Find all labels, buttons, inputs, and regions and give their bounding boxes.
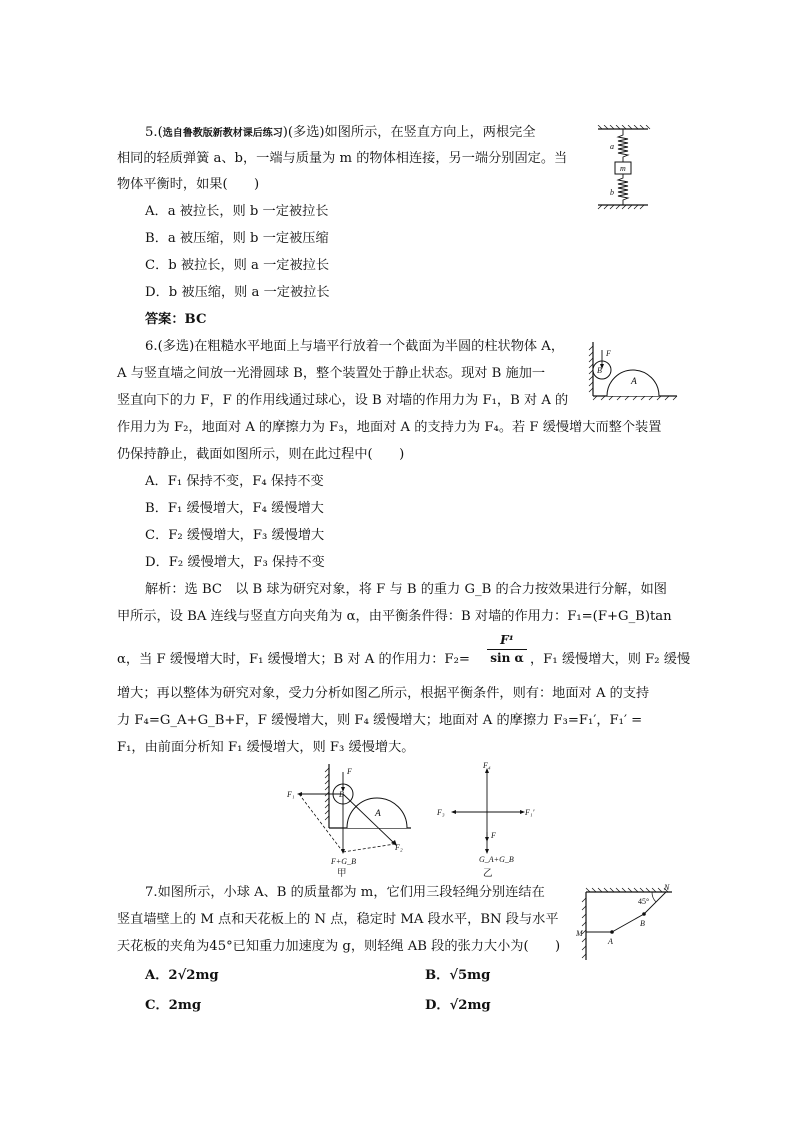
q5-option-b: B．a 被压缩，则 b 一定被压缩: [145, 231, 329, 246]
q6-option-c: C．F₂ 缓慢增大，F₃ 缓慢增大: [145, 528, 325, 543]
q5-line-3: 物体平衡时，如果( ): [117, 177, 260, 192]
q6-line-4: 作用力为 F₂，地面对 A 的摩擦力为 F₃，地面对 A 的支持力为 F₄。若 F 缓慢增大而整个装置: [117, 420, 662, 435]
q7-option-d: D．√2mg: [425, 998, 491, 1013]
q6-line-2: A 与竖直墙之间放一光滑圆球 B，整个装置处于静止状态。现对 B 施加一: [117, 366, 546, 381]
q6-top-figure: [585, 340, 681, 402]
q6-jia-F1: F₁: [287, 790, 295, 799]
q5-answer: 答案：BC: [145, 312, 207, 327]
q6-figure-jia: [283, 760, 423, 878]
q7-option-a: A．2√2mg: [145, 968, 219, 983]
q5-source: 选自鲁教版新教材课后练习: [162, 128, 283, 139]
q6-option-a: A．F₁ 保持不变，F₄ 保持不变: [145, 474, 324, 489]
q6-analysis-7: F₁，由前面分析知 F₁ 缓慢增大，则 F₃ 缓慢增大。: [117, 740, 415, 755]
q6-fraction-denominator: sin α: [490, 651, 524, 665]
q5-spring-figure: [596, 125, 656, 215]
q7-line-3: 天花板的夹角为45°已知重力加速度为 g，则轻绳 AB 段的张力大小为( ): [117, 939, 561, 954]
q6-jia-F2: F₂: [395, 843, 403, 852]
q6-yi-F: F: [491, 831, 496, 840]
q5-option-a: A．a 被拉长，则 b 一定被拉长: [145, 204, 329, 219]
q6-jia-F: F: [347, 767, 352, 776]
q6-yi-F3: F₃: [437, 808, 445, 817]
q7-fig-A: A: [608, 937, 613, 946]
q6-fraction-bar: [487, 649, 527, 650]
q6-option-b: B．F₁ 缓慢增大，F₄ 缓慢增大: [145, 501, 324, 516]
q6-fraction-numerator: F¹: [500, 633, 514, 647]
q6-yi-F4: F₄: [483, 761, 491, 770]
q5-option-c: C．b 被拉长，则 a 一定被拉长: [145, 258, 330, 273]
q6-yi-GAGB: G_A+G_B: [479, 855, 514, 864]
q7-option-b: B．√5mg: [425, 968, 491, 983]
q7-line-1: 7.如图所示，小球 A、B 的质量都为 m，它们用三段轻绳分别连结在: [145, 885, 545, 900]
q5-fig-m: m: [620, 164, 626, 173]
q5-line-2: 相同的轻质弹簧 a、b，一端与质量为 m 的物体相连接，另一端分别固定。当: [117, 151, 568, 166]
q5-line-1: [145, 123, 536, 144]
q6-jia-FG: F+G_B: [331, 857, 356, 866]
q6-top-fig-A: A: [631, 377, 637, 387]
q6-analysis-4: ，F₁ 缓慢增大，则 F₂ 缓慢: [530, 652, 691, 667]
q6-analysis-3: α，当 F 缓慢增大时，F₁ 缓慢增大；B 对 A 的作用力：F₂=: [117, 652, 470, 667]
q6-line-1: 6.(多选)在粗糙水平地面上与墙平行放着一个截面为半圆的柱状物体 A，: [145, 339, 565, 354]
q6-yi-F1p: F₁′: [525, 808, 535, 817]
q6-analysis-6: 力 F₄=G_A+G_B+F，F 缓慢增大，则 F₄ 缓慢增大；地面对 A 的摩擦力 F₃=F₁′，F₁′ =: [117, 713, 643, 728]
q6-jia-B: B: [339, 790, 344, 799]
q5-fig-a: a: [610, 142, 614, 151]
q5-fig-b: b: [610, 188, 614, 197]
q5-option-d: D．b 被压缩，则 a 一定被拉长: [145, 285, 330, 300]
q7-fig-B: B: [640, 919, 645, 928]
q6-top-fig-B: B: [597, 366, 602, 375]
q6-top-fig-F: F: [606, 349, 611, 358]
q7-line-2: 竖直墙壁上的 M 点和天花板上的 N 点，稳定时 MA 段水平，BN 段与水平: [117, 912, 559, 927]
q6-line-3: 竖直向下的力 F，F 的作用线通过球心，设 B 对墙的作用力为 F₁，B 对 A 的: [117, 393, 569, 408]
q7-fig-M: M: [576, 929, 583, 938]
q6-option-d: D．F₂ 缓慢增大，F₃ 保持不变: [145, 555, 325, 570]
q6-figure-yi: [433, 760, 553, 878]
q6-line-5: 仍保持静止，截面如图所示，则在此过程中( ): [117, 447, 405, 462]
q6-fraction: [487, 633, 527, 666]
q6-yi-caption: 乙: [483, 869, 493, 878]
q7-figure: [576, 882, 676, 964]
q5-number: 5.(: [145, 125, 163, 140]
q7-option-c: C．2mg: [145, 998, 202, 1013]
q6-analysis-2: 甲所示，设 BA 连线与竖直方向夹角为 α，由平衡条件得：B 对墙的作用力：F₁=(F+G_B)tan: [117, 609, 672, 624]
q6-analysis-1: 解析：选 BC 以 B 球为研究对象，将 F 与 B 的重力 G_B 的合力按效果进行分解，如图: [145, 582, 667, 597]
q5-stem-1: )(多选)如图所示，在竖直方向上，两根完全: [282, 125, 536, 140]
q6-analysis-5: 增大；再以整体为研究对象，受力分析如图乙所示，根据平衡条件，则有：地面对 A 的支持: [117, 686, 650, 701]
q7-fig-N: N: [664, 883, 670, 892]
q6-jia-A: A: [375, 809, 381, 819]
q7-fig-angle: 45°: [638, 897, 650, 906]
q6-jia-caption: 甲: [337, 869, 347, 878]
